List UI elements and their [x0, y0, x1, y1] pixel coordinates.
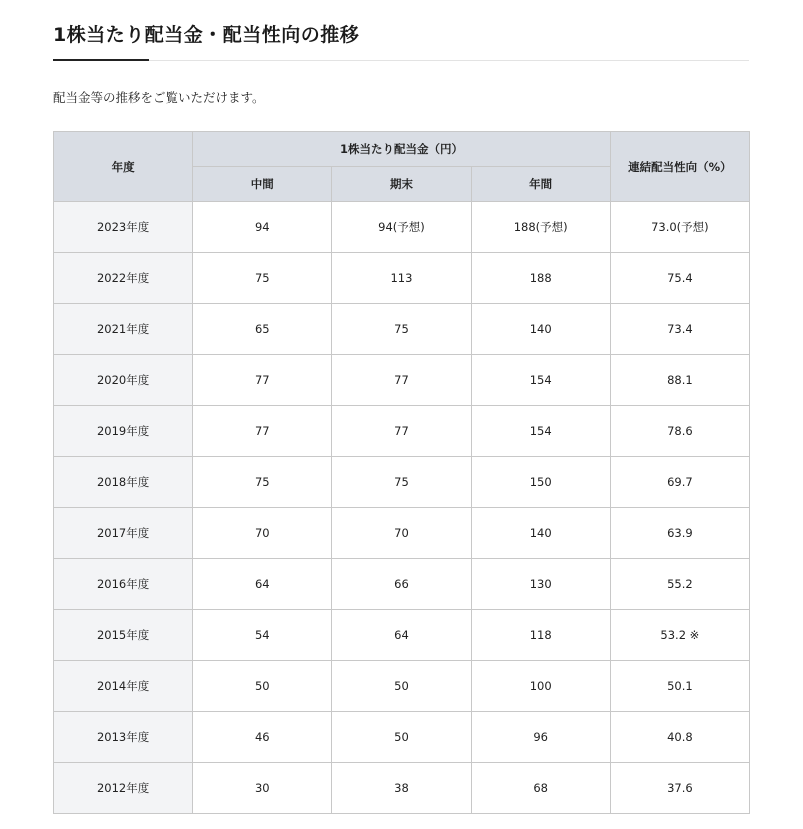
cell-interim: 75 — [193, 253, 332, 304]
col-header-year: 年度 — [54, 132, 193, 202]
cell-year: 2020年度 — [54, 355, 193, 406]
col-header-dividend-group: 1株当たり配当金（円） — [193, 132, 611, 167]
cell-year: 2014年度 — [54, 661, 193, 712]
cell-year-end: 38 — [332, 763, 471, 814]
cell-year-end: 75 — [332, 457, 471, 508]
cell-year: 2022年度 — [54, 253, 193, 304]
table-row — [54, 559, 750, 610]
cell-year-end: 50 — [332, 661, 471, 712]
table-row — [54, 457, 750, 508]
cell-payout-ratio: 55.2 — [610, 559, 749, 610]
cell-year: 2012年度 — [54, 763, 193, 814]
cell-interim: 30 — [193, 763, 332, 814]
cell-interim: 75 — [193, 457, 332, 508]
cell-payout-ratio: 50.1 — [610, 661, 749, 712]
table-row — [54, 712, 750, 763]
cell-year-end: 75 — [332, 304, 471, 355]
dividend-table — [53, 131, 750, 814]
cell-payout-ratio: 73.4 — [610, 304, 749, 355]
cell-year-end: 66 — [332, 559, 471, 610]
cell-year: 2017年度 — [54, 508, 193, 559]
cell-payout-ratio: 75.4 — [610, 253, 749, 304]
cell-year: 2023年度 — [54, 202, 193, 253]
cell-annual: 96 — [471, 712, 610, 763]
cell-annual: 100 — [471, 661, 610, 712]
cell-year: 2013年度 — [54, 712, 193, 763]
title-underline — [53, 59, 149, 61]
cell-year-end: 70 — [332, 508, 471, 559]
cell-payout-ratio: 69.7 — [610, 457, 749, 508]
cell-annual: 118 — [471, 610, 610, 661]
table-row — [54, 253, 750, 304]
cell-annual: 140 — [471, 508, 610, 559]
col-header-interim: 中間 — [193, 167, 332, 202]
cell-annual: 140 — [471, 304, 610, 355]
table-header — [54, 132, 750, 202]
table-row — [54, 355, 750, 406]
cell-interim: 65 — [193, 304, 332, 355]
cell-year-end: 113 — [332, 253, 471, 304]
cell-interim: 50 — [193, 661, 332, 712]
cell-year-end: 94(予想) — [332, 202, 471, 253]
cell-annual: 188 — [471, 253, 610, 304]
cell-year: 2019年度 — [54, 406, 193, 457]
cell-payout-ratio: 53.2 ※ — [610, 610, 749, 661]
table-row — [54, 508, 750, 559]
cell-interim: 46 — [193, 712, 332, 763]
cell-year: 2015年度 — [54, 610, 193, 661]
table-row — [54, 661, 750, 712]
page-title: 1株当たり配当金・配当性向の推移 — [53, 24, 360, 46]
cell-year-end: 50 — [332, 712, 471, 763]
cell-annual: 150 — [471, 457, 610, 508]
cell-year-end: 77 — [332, 406, 471, 457]
cell-year: 2021年度 — [54, 304, 193, 355]
table-row — [54, 763, 750, 814]
cell-interim: 54 — [193, 610, 332, 661]
cell-payout-ratio: 78.6 — [610, 406, 749, 457]
cell-interim: 64 — [193, 559, 332, 610]
col-header-annual: 年間 — [471, 167, 610, 202]
cell-interim: 77 — [193, 406, 332, 457]
cell-payout-ratio: 40.8 — [610, 712, 749, 763]
table-row — [54, 202, 750, 253]
page-heading — [53, 0, 749, 61]
cell-year: 2016年度 — [54, 559, 193, 610]
cell-year-end: 64 — [332, 610, 471, 661]
table-row — [54, 406, 750, 457]
intro-text: 配当金等の推移をご覧いただけます。 — [53, 90, 265, 105]
cell-interim: 77 — [193, 355, 332, 406]
col-header-payout-ratio: 連結配当性向（%） — [610, 132, 749, 202]
cell-annual: 154 — [471, 406, 610, 457]
cell-payout-ratio: 88.1 — [610, 355, 749, 406]
cell-annual: 68 — [471, 763, 610, 814]
cell-annual: 130 — [471, 559, 610, 610]
table-body — [54, 202, 750, 814]
cell-annual: 154 — [471, 355, 610, 406]
cell-payout-ratio: 73.0(予想) — [610, 202, 749, 253]
cell-payout-ratio: 63.9 — [610, 508, 749, 559]
cell-interim: 94 — [193, 202, 332, 253]
cell-interim: 70 — [193, 508, 332, 559]
col-header-year-end: 期末 — [332, 167, 471, 202]
cell-payout-ratio: 37.6 — [610, 763, 749, 814]
table-row — [54, 610, 750, 661]
cell-year-end: 77 — [332, 355, 471, 406]
cell-year: 2018年度 — [54, 457, 193, 508]
cell-annual: 188(予想) — [471, 202, 610, 253]
header-row — [54, 132, 750, 167]
table-row — [54, 304, 750, 355]
